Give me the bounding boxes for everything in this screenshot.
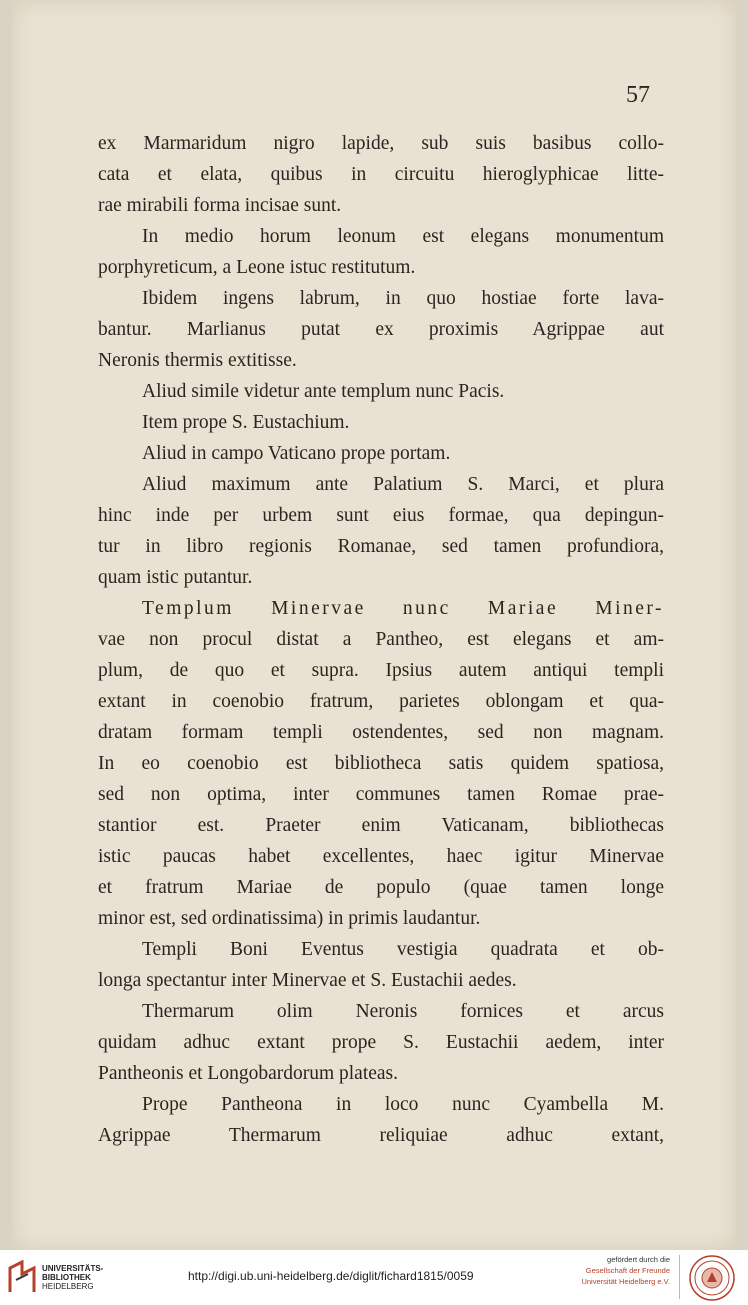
text-line: In eo coenobio est bibliotheca satis quidem spatiosa, bbox=[98, 753, 664, 774]
text-line: Thermarum olim Neronis fornices et arcus bbox=[142, 1001, 664, 1022]
page-number: 57 bbox=[626, 82, 650, 108]
text-line: stantior est. Praeter enim Vaticanam, bibliothecas bbox=[98, 815, 664, 836]
text-line: rae mirabili forma incisae sunt. bbox=[98, 195, 342, 216]
text-line: longa spectantur inter Minervae et S. Eustachii aedes. bbox=[98, 970, 517, 991]
sponsor-intro: gefördert durch die bbox=[607, 1255, 670, 1264]
text-line: Aliud in campo Vaticano prope portam. bbox=[142, 443, 451, 464]
text-line: Agrippae Thermarum reliquiae adhuc extant, bbox=[98, 1125, 664, 1146]
sponsor-credit bbox=[578, 1254, 670, 1287]
text-line: minor est, sed ordinatissima) in primis laudantur. bbox=[98, 908, 481, 929]
text-line: Aliud simile videtur ante templum nunc Pacis. bbox=[142, 381, 505, 402]
library-name bbox=[42, 1264, 103, 1291]
text-line: bantur. Marlianus putat ex proximis Agrippae aut bbox=[98, 319, 664, 340]
body-text bbox=[98, 128, 664, 1151]
text-line: porphyreticum, a Leone istuc restitutum. bbox=[98, 257, 416, 278]
divider bbox=[679, 1255, 680, 1299]
text-line: quam istic putantur. bbox=[98, 567, 253, 588]
text-line: vae non procul distat a Pantheo, est elegans et am- bbox=[98, 629, 664, 650]
sponsor-org: Universität Heidelberg e.V. bbox=[581, 1277, 670, 1286]
viewer-footer bbox=[0, 1250, 748, 1305]
library-name-line: HEIDELBERG bbox=[42, 1282, 94, 1291]
university-seal-icon bbox=[688, 1254, 736, 1302]
text-line: ex Marmaridum nigro lapide, sub suis basibus collo- bbox=[98, 133, 664, 154]
text-line: sed non optima, inter communes tamen Romae prae- bbox=[98, 784, 664, 805]
text-line: et fratrum Mariae de populo (quae tamen longe bbox=[98, 877, 664, 898]
text-line: Prope Pantheona in loco nunc Cyambella M. bbox=[142, 1094, 664, 1115]
text-line: quidam adhuc extant prope S. Eustachii aedem, inter bbox=[98, 1032, 664, 1053]
text-line: In medio horum leonum est elegans monumentum bbox=[142, 226, 664, 247]
text-line: extant in coenobio fratrum, parietes oblongam et qua- bbox=[98, 691, 664, 712]
text-line: Item prope S. Eustachium. bbox=[142, 412, 350, 433]
ub-logo-icon bbox=[8, 1260, 36, 1294]
text-line: tur in libro regionis Romanae, sed tamen profundiora, bbox=[98, 536, 664, 557]
text-line: Templi Boni Eventus vestigia quadrata et ob- bbox=[142, 939, 664, 960]
library-name-line: BIBLIOTHEK bbox=[42, 1273, 91, 1282]
text-line: istic paucas habet excellentes, haec igitur Minervae bbox=[98, 846, 664, 867]
text-line: Neronis thermis extitisse. bbox=[98, 350, 297, 371]
permalink-url[interactable]: http://digi.ub.uni-heidelberg.de/diglit/fichard1815/0059 bbox=[188, 1269, 474, 1283]
text-line: Aliud maximum ante Palatium S. Marci, et plura bbox=[142, 474, 664, 495]
sponsor-org: Gesellschaft der Freunde bbox=[585, 1266, 670, 1275]
text-line: hinc inde per urbem sunt eius formae, qua depingun- bbox=[98, 505, 664, 526]
text-line: cata et elata, quibus in circuitu hieroglyphicae litte- bbox=[98, 164, 664, 185]
text-line: Pantheonis et Longobardorum plateas. bbox=[98, 1063, 399, 1084]
text-line: Ibidem ingens labrum, in quo hostiae forte lava- bbox=[142, 288, 664, 309]
library-name-line: UNIVERSITÄTS- bbox=[42, 1264, 104, 1273]
scanned-page bbox=[12, 0, 736, 1250]
text-line: Templum Minervae nunc Mariae Miner- bbox=[142, 598, 664, 619]
text-line: plum, de quo et supra. Ipsius autem antiqui templi bbox=[98, 660, 664, 681]
text-line: dratam formam templi ostendentes, sed non magnam. bbox=[98, 722, 664, 743]
